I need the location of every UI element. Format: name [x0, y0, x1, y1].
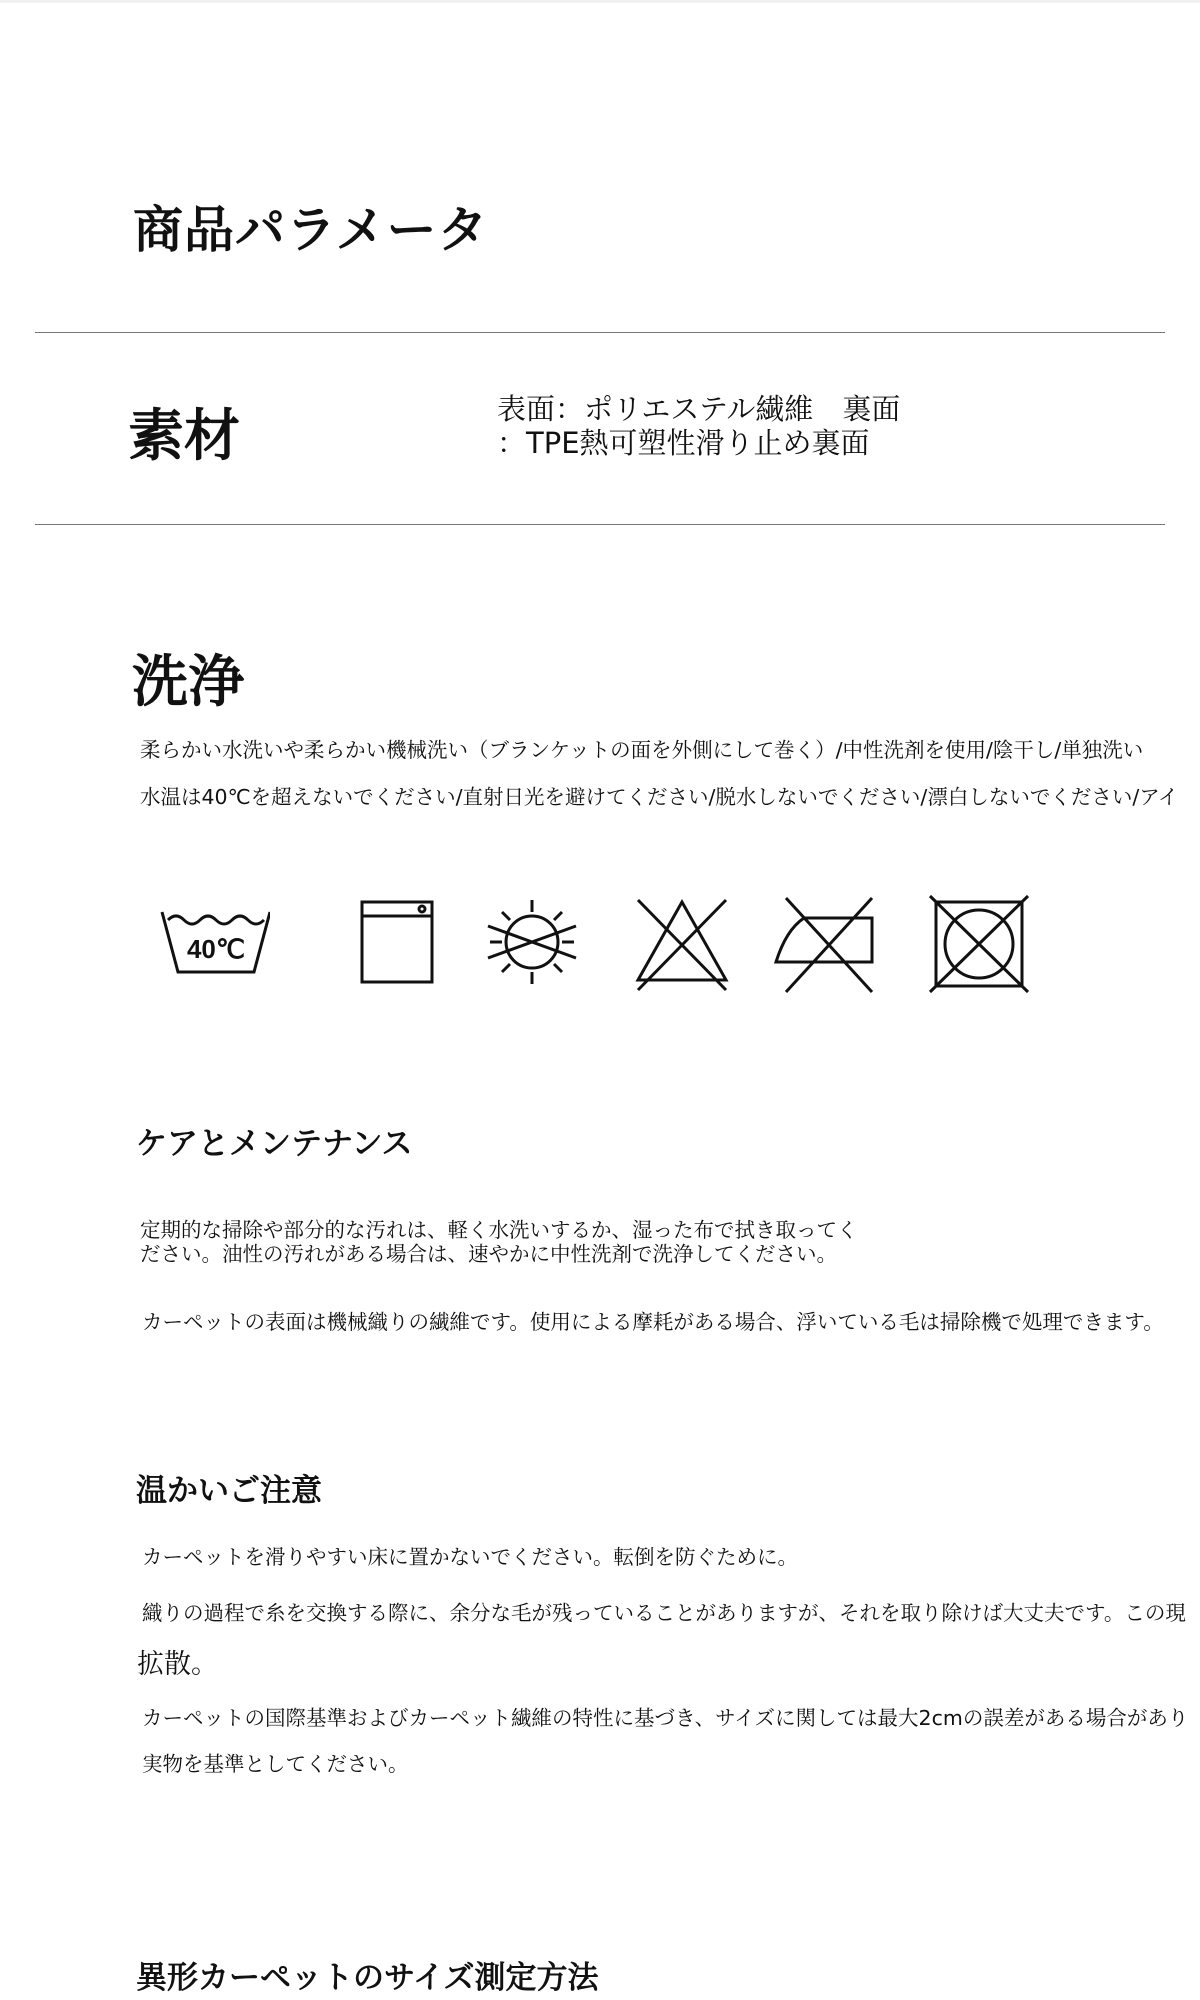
tumble-dry-icon — [340, 890, 450, 1000]
divider — [35, 524, 1165, 525]
top-divider — [0, 0, 1200, 3]
page-title: 商品パラメータ — [133, 201, 489, 259]
material-value — [497, 392, 900, 460]
care-paragraph-2: カーペットの表面は機械織りの繊維です。使用による摩耗がある場合、浮いている毛は掃除機で処理できます。 — [142, 1310, 1164, 1334]
washing-instructions-line1: 柔らかい水洗いや柔らかい機械洗い（ブランケットの面を外側にして巻く）/中性洗剤を使用/陰干し/単独洗い — [140, 738, 1144, 762]
notice-paragraph-1: カーペットを滑りやすい床に置かないでください。転倒を防ぐために。 — [142, 1545, 798, 1569]
care-paragraph-1-line1: 定期的な掃除や部分的な汚れは、軽く水洗いするか、湿った布で拭き取ってく — [140, 1218, 858, 1242]
notice-paragraph-2: 織りの過程で糸を交換する際に、余分な毛が残っていることがありますが、それを取り除けば大丈夫です。この現 — [142, 1601, 1186, 1625]
care-paragraph-1 — [140, 1218, 858, 1266]
notice-paragraph-4: 実物を基準としてください。 — [142, 1752, 409, 1776]
material-label: 素材 — [128, 404, 240, 469]
material-value-line1: 表面：ポリエステル繊維 裏面 — [497, 392, 901, 426]
wash-40-icon — [160, 890, 270, 1000]
care-title: ケアとメンテナンス — [136, 1126, 413, 1162]
measure-title: 異形カーペットのサイズ測定方法 — [136, 1960, 599, 1996]
material-value-line2: ：TPE熱可塑性滑り止め裏面 — [497, 426, 870, 460]
notice-paragraph-2-continued: 拡散。 — [137, 1649, 218, 1680]
washing-instructions-line2: 水温は40℃を超えないでください/直射日光を避けてください/脱水しないでください/漂白しないでください/アイ — [140, 785, 1179, 809]
notice-paragraph-3: カーペットの国際基準およびカーペット繊維の特性に基づき、サイズに関しては最大2cmの誤差がある場合があり — [142, 1706, 1189, 1730]
care-symbols — [160, 890, 1040, 1010]
divider — [35, 332, 1165, 333]
washing-title: 洗浄 — [132, 650, 244, 715]
no-tumble-dry-icon — [924, 890, 1034, 1000]
notice-title: 温かいご注意 — [136, 1473, 322, 1509]
wash-temperature-label: 40℃ — [186, 934, 246, 964]
no-sun-dry-icon — [476, 890, 586, 1000]
no-iron-icon — [774, 890, 884, 1000]
no-bleach-icon — [626, 890, 736, 1000]
care-paragraph-1-line2: ださい。油性の汚れがある場合は、速やかに中性洗剤で洗浄してください。 — [140, 1242, 837, 1266]
